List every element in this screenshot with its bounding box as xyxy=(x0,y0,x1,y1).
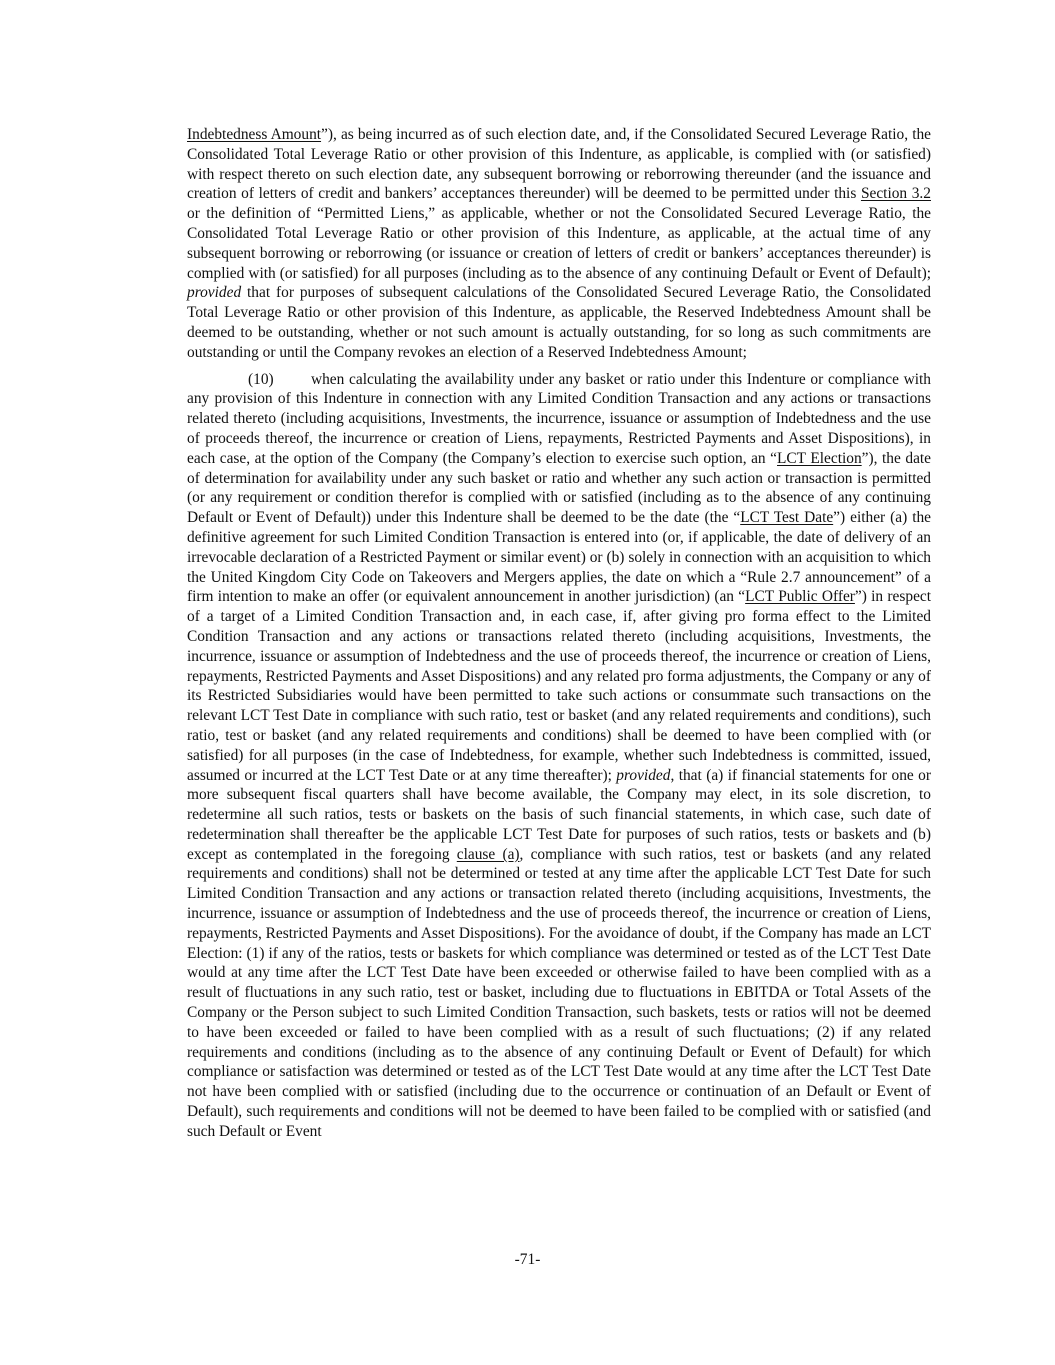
paragraph-reserved-indebtedness xyxy=(187,125,931,363)
text-run: ”) either (a) the definitive agreement for such Limited Condition Transaction is entered into (or, if applicable, the date of delivery of an irrevocable declaration of a Restricted Payment or similar event) or (b) solely in connection with an acquisition to which the United Kingdom City Code on Takeovers and Mergers applies, the date on which a “Rule 2.7 announcement” of a firm intention to make an offer (or equivalent announcement in another jurisdiction) (an “ xyxy=(187,509,931,606)
emphasis-provided: provided xyxy=(187,284,242,302)
emphasis-provided: provided xyxy=(616,766,671,784)
section-reference: Section 3.2 xyxy=(860,185,931,203)
text-run: ”), as being incurred as of such election date, and, if the Consolidated Secured Leverage Ratio, the Consolidated Total Leverage Ratio or other provision of this Indenture, as applicable, is complied with (or satisfied) with respect thereto on such election date, any subsequent borrowing or reborrowing thereunder (and the issuance and creation of letters of credit and bankers’ acceptances thereunder) will be deemed to be permitted under this xyxy=(187,126,932,203)
paragraph-limited-condition-transaction xyxy=(187,370,931,1142)
defined-term-lct-election: LCT Election xyxy=(777,449,862,467)
document-body xyxy=(187,125,931,1142)
defined-term-lct-public-offer: LCT Public Offer xyxy=(745,588,855,606)
clause-number: (10) xyxy=(248,370,274,388)
defined-term-link: Indebtedness Amount xyxy=(187,126,322,143)
text-run: , that (a) if financial statements for one or more subsequent fiscal quarters shall have become available, the Company may elect, in its sole discretion, to redetermine all such ratios, tests or baskets on the basis of such financial statements, in which case, such date of redetermination shall thereafter be the applicable LCT Test Date for purposes of such ratios, tests or baskets and (b) except as contemplated in the foregoing xyxy=(187,766,931,863)
defined-term-lct-test-date: LCT Test Date xyxy=(740,509,834,527)
text-run: ”) in respect of a target of a Limited Condition Transaction and, in each case, if, after giving pro forma effect to the Limited Condition Transaction and any actions or transactions related thereto (including acquisitions, Investments, the incurrence, issuance or assumption of Indebtedness and the use of proceeds thereof, the incurrence or creation of Liens, repayments, Restricted Payments and Asset Dispositions) and any related pro forma adjustments, the Company or any of its Restricted Subsidiaries would have been permitted to take such actions or consummate such transactions on the relevant LCT Test Date in compliance with such ratio, test or basket (and any related requirements and conditions), such ratio, test or basket (and any related requirements and conditions) shall be deemed to have been complied with (or satisfied) for all purposes (in the case of Indebtedness, for example, whether such Indebtedness is committed, issued, assumed or incurred at the LCT Test Date or at any time thereafter); xyxy=(187,588,932,784)
text-run: that for purposes of subsequent calculations of the Consolidated Secured Leverage Ratio, the Consolidated Total Leverage Ratio or other provision of this Indenture, as applicable, the Reserved Indebtedness Amount shall be deemed to be outstanding, whether or not such amount is actually outstanding, for so long as such commitments are outstanding or until the Company revokes an election of a Reserved Indebtedness Amount; xyxy=(187,284,931,361)
clause-reference: clause (a) xyxy=(456,845,520,863)
text-run: or the definition of “Permitted Liens,” as applicable, whether or not the Consolidated Secured Leverage Ratio, the Consolidated Total Leverage Ratio or other provision of this Indenture, as applicable, at the actual time of any subsequent borrowing or reborrowing (or issuance or creation of letters of credit or bankers’ acceptances thereunder) is complied with (or satisfied) for all purposes (including as to the absence of any continuing Default or Event of Default); xyxy=(187,205,931,282)
text-run: ”), the date of determination for availability under any such basket or ratio and whether any such action or transaction is permitted (or any requirement or condition therefor is complied with or satisfied (including as to the absence of any continuing Default or Event of Default)) under this Indenture shall be deemed to be the date (the “ xyxy=(187,449,932,527)
text-run: , compliance with such ratios, test or baskets (and any related requirements and conditions) shall not be determined or tested at any time after the applicable LCT Test Date for such Limited Condition Transaction and any actions or transaction related thereto (including acquisitions, Investments, the incurrence, issuance or assumption of Indebtedness and the use of proceeds thereof, the incurrence or creation of Liens, repayments, Restricted Payments and Asset Dispositions). For the avoidance of doubt, if the Company has made an LCT Election: (1) if any of the ratios, tests or baskets for which compliance was determined or tested as of the LCT Test Date would at any time after the LCT Test Date have been exceeded or otherwise failed to have been complied with as a result of fluctuations in any such ratio, test or basket, including due to fluctuations in EBITDA or Total Assets of the Company or the Person subject to such Limited Condition Transaction, such baskets, tests or ratios will not be deemed to have been exceeded or failed to have been complied with as a result of such fluctuations; (2) if any related requirements and conditions (including as to the absence of any continuing Default or Event of Default) for which compliance or satisfaction was determined or tested as of the LCT Test Date would at any time after the LCT Test Date not have been complied with or satisfied (including due to the occurrence or continuation of an Default or Event of Default), such requirements and conditions will not be deemed to have been failed to be complied with or satisfied (and such Default or Event xyxy=(187,845,931,1140)
text-run: when calculating the availability under any basket or ratio under this Indenture or compliance with any provision of this Indenture in connection with any Limited Condition Transaction and any actions or transactions related thereto (including acquisitions, Investments, the incurrence, issuance or assumption of Indebtedness and the use of proceeds thereof, the incurrence or creation of Liens, repayments, Restricted Payments and Asset Dispositions), in each case, at the option of the Company (the Company’s election to exercise such option, an “ xyxy=(187,370,931,467)
page-number: -71- xyxy=(514,1251,541,1268)
